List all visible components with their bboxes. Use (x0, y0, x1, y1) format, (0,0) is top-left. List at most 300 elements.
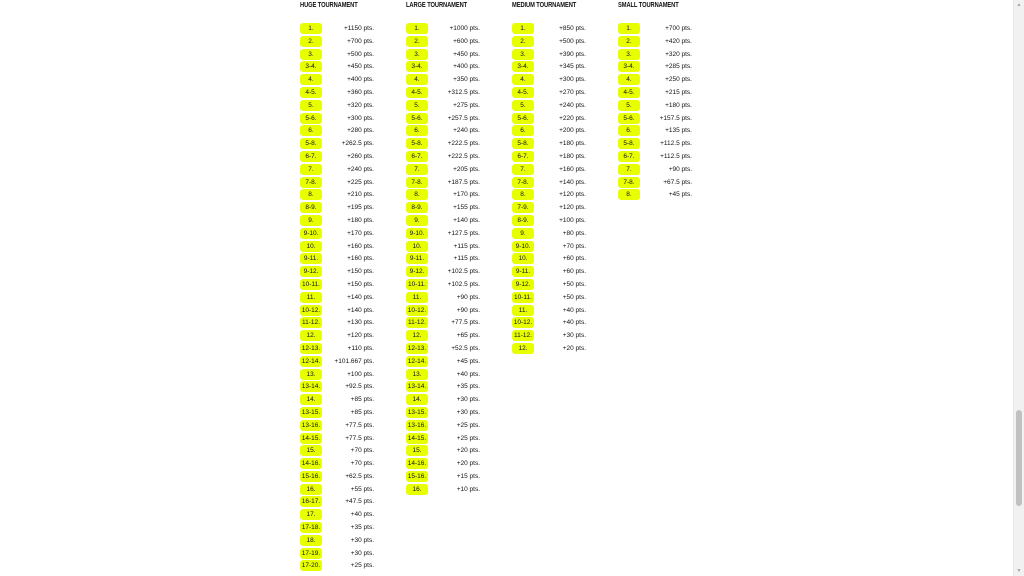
place-badge: 6. (512, 125, 534, 136)
table-row (406, 177, 482, 190)
points-value: +700 pts. (665, 25, 692, 32)
table-row (406, 138, 482, 151)
place-badge: 3. (512, 49, 534, 60)
place-badge: 7. (618, 164, 640, 175)
place-badge: 5. (406, 100, 428, 111)
points-value: +180 pts. (347, 216, 374, 224)
table-row (300, 279, 376, 292)
points-value: +90 pts. (668, 165, 692, 173)
place-badge: 7. (512, 164, 534, 175)
place-badge: 7. (406, 164, 428, 175)
points-value: +25 pts. (456, 421, 480, 429)
place-badge: 13-15. (407, 408, 427, 416)
table-row (618, 125, 694, 138)
points-value: +70 pts. (350, 460, 374, 468)
points-value: +50 pts. (562, 293, 586, 301)
place-badge: 8. (618, 189, 640, 200)
table-row (512, 317, 588, 330)
points-value: +90 pts. (456, 306, 480, 314)
place-badge: 15. (406, 445, 428, 456)
place-badge: 11-12. (406, 317, 428, 328)
table-row (512, 215, 588, 228)
points-value: +60 pts. (562, 255, 586, 263)
place-badge: 8. (300, 189, 322, 200)
points-value: +140 pts. (347, 293, 374, 301)
place-badge: 6. (406, 125, 428, 136)
place-badge: 3-4. (406, 61, 428, 72)
points-value: +270 pts. (559, 88, 586, 96)
table-row (300, 189, 376, 202)
points-value: +205 pts. (453, 165, 480, 173)
place-badge: 7-8. (512, 177, 534, 188)
place-badge: 7. (300, 164, 322, 175)
table-row (406, 394, 482, 407)
table-row (406, 279, 482, 292)
table-row (406, 420, 482, 433)
place-badge: 17-19. (301, 549, 321, 557)
table-row (406, 151, 482, 164)
points-value: +30 pts. (456, 408, 480, 416)
table-row (406, 100, 482, 113)
place-badge: 6-7. (300, 151, 322, 162)
place-badge: 10-12. (407, 306, 427, 314)
table-row (406, 87, 482, 100)
scrollbar-thumb[interactable] (1016, 410, 1022, 506)
points-value: +120 pts. (347, 332, 374, 340)
table-row (512, 61, 588, 74)
place-badge: 2. (618, 36, 640, 47)
place-badge: 10-12. (513, 319, 533, 327)
table-row (300, 49, 376, 62)
points-value: +180 pts. (665, 101, 692, 109)
points-value: +110 pts. (347, 344, 374, 352)
table-row (618, 49, 694, 62)
place-badge: 9-12. (300, 266, 322, 277)
table-row (618, 87, 694, 100)
table-row (300, 535, 376, 548)
table-row (512, 330, 588, 343)
table-row (618, 138, 694, 151)
table-row (300, 23, 376, 36)
points-value: +127.5 pts. (447, 229, 480, 237)
place-badge: 16. (300, 484, 322, 495)
table-row (406, 23, 482, 36)
points-value: +187.5 pts. (447, 178, 480, 186)
vertical-scrollbar[interactable] (1013, 0, 1024, 576)
place-badge: 12-14. (301, 357, 321, 365)
place-badge: 13. (300, 369, 322, 380)
place-badge: 13. (406, 369, 428, 380)
table-row (618, 23, 694, 36)
points-value: +90 pts. (456, 293, 480, 301)
place-badge: 5. (300, 100, 322, 111)
points-value: +130 pts. (347, 319, 374, 327)
table-row (300, 317, 376, 330)
table-row (300, 433, 376, 446)
table-row (300, 241, 376, 254)
table-row (300, 100, 376, 113)
place-badge: 14. (300, 394, 322, 405)
points-value: +390 pts. (559, 50, 586, 58)
table-row (300, 522, 376, 535)
table-row (300, 87, 376, 100)
place-badge: 13-14. (407, 383, 427, 391)
table-row (512, 253, 588, 266)
table-row (300, 61, 376, 74)
points-value: +285 pts. (665, 63, 692, 71)
points-value: +20 pts. (456, 447, 480, 455)
points-value: +262.5 pts. (341, 140, 374, 148)
points-list (512, 23, 588, 356)
points-value: +120 pts. (559, 191, 586, 199)
points-value: +20 pts. (456, 460, 480, 468)
table-row (406, 202, 482, 215)
points-value: +195 pts. (347, 204, 374, 212)
table-row (300, 484, 376, 497)
place-badge: 15. (300, 445, 322, 456)
points-value: +225 pts. (347, 178, 374, 186)
points-value: +222.5 pts. (447, 140, 480, 148)
points-value: +10 pts. (456, 485, 480, 493)
column-title: MEDIUM TOURNAMENT (512, 2, 577, 9)
place-badge: 4. (512, 74, 534, 85)
table-row (300, 164, 376, 177)
table-row (512, 74, 588, 87)
place-badge: 13-14. (301, 383, 321, 391)
table-row (300, 407, 376, 420)
place-badge: 12. (300, 330, 322, 341)
table-row (512, 292, 588, 305)
table-row (512, 36, 588, 49)
place-badge: 4-5. (300, 87, 322, 98)
table-row (618, 100, 694, 113)
place-badge: 18. (300, 535, 322, 546)
place-badge: 9-11. (512, 266, 534, 277)
place-badge: 8-9. (512, 215, 534, 226)
place-badge: 3. (406, 49, 428, 60)
points-value: +102.5 pts. (447, 268, 480, 276)
points-value: +350 pts. (453, 76, 480, 84)
points-value: +500 pts. (559, 37, 586, 45)
scroll-down-icon[interactable]: ▼ (1016, 568, 1022, 574)
table-row (406, 343, 482, 356)
points-value: +180 pts. (559, 152, 586, 160)
points-value: +80 pts. (562, 229, 586, 237)
points-value: +101.667 pts. (334, 357, 374, 365)
table-row (512, 125, 588, 138)
place-badge: 14. (406, 394, 428, 405)
place-badge: 9-10. (512, 241, 534, 252)
place-badge: 5-6. (406, 113, 428, 124)
table-row (406, 189, 482, 202)
table-row (406, 292, 482, 305)
table-row (300, 394, 376, 407)
place-badge: 9-12. (406, 266, 428, 277)
place-badge: 9. (406, 215, 428, 226)
points-value: +160 pts. (559, 165, 586, 173)
points-value: +40 pts. (350, 511, 374, 519)
place-badge: 14-15. (301, 434, 321, 442)
points-value: +85 pts. (350, 408, 374, 416)
points-value: +450 pts. (453, 50, 480, 58)
points-value: +30 pts. (350, 536, 374, 544)
place-badge: 9. (512, 228, 534, 239)
points-list (406, 23, 482, 496)
table-row (512, 266, 588, 279)
table-row (406, 484, 482, 497)
points-value: +240 pts. (453, 127, 480, 135)
place-badge: 3. (300, 49, 322, 60)
place-badge: 7-8. (406, 177, 428, 188)
points-value: +92.5 pts. (345, 383, 374, 391)
points-value: +120 pts. (559, 204, 586, 212)
table-row (406, 74, 482, 87)
table-row (300, 420, 376, 433)
place-badge: 2. (300, 36, 322, 47)
points-value: +275 pts. (453, 101, 480, 109)
table-row (300, 74, 376, 87)
table-row (406, 305, 482, 318)
table-row (300, 356, 376, 369)
place-badge: 4-5. (406, 87, 428, 98)
place-badge: 2. (406, 36, 428, 47)
table-row (300, 343, 376, 356)
points-value: +250 pts. (665, 76, 692, 84)
place-badge: 8-9. (406, 202, 428, 213)
points-value: +360 pts. (347, 88, 374, 96)
points-value: +52.5 pts. (451, 344, 480, 352)
place-badge: 13-15. (301, 408, 321, 416)
table-row (512, 343, 588, 356)
points-value: +420 pts. (665, 37, 692, 45)
table-row (512, 100, 588, 113)
place-badge: 5-8. (300, 138, 322, 149)
table-row (300, 266, 376, 279)
table-row (300, 305, 376, 318)
points-value: +155 pts. (453, 204, 480, 212)
points-value: +320 pts. (347, 101, 374, 109)
place-badge: 4-5. (512, 87, 534, 98)
place-badge: 12-14. (407, 357, 427, 365)
table-row (406, 61, 482, 74)
table-row (406, 330, 482, 343)
table-row (512, 113, 588, 126)
table-row (618, 61, 694, 74)
points-value: +140 pts. (347, 306, 374, 314)
points-value: +700 pts. (347, 37, 374, 45)
table-row (300, 458, 376, 471)
points-value: +100 pts. (347, 370, 374, 378)
table-row (406, 407, 482, 420)
table-row (406, 369, 482, 382)
points-list (618, 23, 694, 202)
table-row (406, 125, 482, 138)
scroll-up-icon[interactable]: ▲ (1016, 2, 1022, 8)
place-badge: 9-12. (512, 279, 534, 290)
points-value: +157.5 pts. (659, 114, 692, 122)
points-value: +200 pts. (559, 127, 586, 135)
table-row (406, 471, 482, 484)
place-badge: 7-9. (512, 202, 534, 213)
table-row (512, 138, 588, 151)
table-row (618, 36, 694, 49)
table-row (618, 113, 694, 126)
points-value: +35 pts. (350, 524, 374, 532)
place-badge: 2. (512, 36, 534, 47)
table-row (618, 164, 694, 177)
table-row (300, 253, 376, 266)
table-row (406, 113, 482, 126)
points-value: +62.5 pts. (345, 472, 374, 480)
points-value: +280 pts. (347, 127, 374, 135)
place-badge: 8. (512, 189, 534, 200)
table-row (406, 433, 482, 446)
points-value: +257.5 pts. (447, 114, 480, 122)
place-badge: 10. (406, 241, 428, 252)
place-badge: 12-13. (407, 344, 427, 352)
place-badge: 9-10. (300, 228, 322, 239)
table-row (512, 305, 588, 318)
table-row (512, 87, 588, 100)
points-value: +47.5 pts. (345, 498, 374, 506)
table-row (406, 253, 482, 266)
points-value: +30 pts. (456, 396, 480, 404)
table-row (618, 177, 694, 190)
place-badge: 6. (300, 125, 322, 136)
table-row (300, 151, 376, 164)
points-value: +77.5 pts. (345, 434, 374, 442)
points-value: +70 pts. (562, 242, 586, 250)
place-badge: 10-12. (301, 306, 321, 314)
place-badge: 4-5. (618, 87, 640, 98)
points-value: +70 pts. (350, 447, 374, 455)
place-badge: 16. (406, 484, 428, 495)
place-badge: 1. (512, 23, 534, 34)
points-value: +112.5 pts. (660, 140, 692, 148)
column-title: SMALL TOURNAMENT (618, 2, 679, 9)
points-value: +112.5 pts. (660, 152, 692, 160)
points-value: +240 pts. (347, 165, 374, 173)
points-value: +25 pts. (456, 434, 480, 442)
table-row (300, 177, 376, 190)
points-value: +220 pts. (559, 114, 586, 122)
table-row (406, 49, 482, 62)
points-value: +345 pts. (559, 63, 586, 71)
points-value: +300 pts. (347, 114, 374, 122)
table-row (406, 266, 482, 279)
points-value: +312.5 pts. (447, 88, 480, 96)
place-badge: 3-4. (512, 61, 534, 72)
table-row (618, 74, 694, 87)
place-badge: 10-11. (300, 279, 322, 290)
place-badge: 6. (618, 125, 640, 136)
place-badge: 8-9. (300, 202, 322, 213)
place-badge: 10-11. (406, 279, 428, 290)
table-row (512, 23, 588, 36)
table-row (618, 151, 694, 164)
place-badge: 17-20. (301, 562, 321, 570)
place-badge: 7-8. (300, 177, 322, 188)
points-value: +115 pts. (453, 242, 480, 250)
points-value: +400 pts. (347, 76, 374, 84)
table-row (300, 113, 376, 126)
place-badge: 11. (300, 292, 322, 303)
place-badge: 10. (300, 241, 322, 252)
points-value: +210 pts. (347, 191, 374, 199)
table-row (512, 241, 588, 254)
table-row (512, 164, 588, 177)
points-value: +500 pts. (347, 50, 374, 58)
place-badge: 3-4. (618, 61, 640, 72)
place-badge: 11-12. (300, 317, 322, 328)
points-value: +100 pts. (559, 216, 586, 224)
table-row (300, 138, 376, 151)
points-value: +160 pts. (347, 255, 374, 263)
place-badge: 6-7. (512, 151, 534, 162)
points-value: +140 pts. (559, 178, 586, 186)
column-title: HUGE TOURNAMENT (300, 2, 358, 9)
table-row (300, 202, 376, 215)
points-value: +600 pts. (453, 37, 480, 45)
place-badge: 14-16. (407, 460, 427, 468)
place-badge: 1. (300, 23, 322, 34)
place-badge: 10-11. (512, 292, 534, 303)
points-value: +160 pts. (347, 242, 374, 250)
place-badge: 12-13. (301, 344, 321, 352)
points-value: +1000 pts. (449, 25, 480, 32)
points-value: +45 pts. (456, 357, 480, 365)
place-badge: 5-6. (512, 113, 534, 124)
table-row (512, 228, 588, 241)
table-row (406, 36, 482, 49)
points-value: +77.5 pts. (451, 319, 480, 327)
points-value: +85 pts. (350, 396, 374, 404)
place-badge: 4. (300, 74, 322, 85)
table-row (300, 560, 376, 573)
place-badge: 17. (300, 509, 322, 520)
table-row (300, 471, 376, 484)
points-value: +77.5 pts. (345, 421, 374, 429)
points-value: +30 pts. (562, 332, 586, 340)
place-badge: 9. (300, 215, 322, 226)
table-row (300, 330, 376, 343)
place-badge: 12. (406, 330, 428, 341)
table-row (300, 509, 376, 522)
place-badge: 14-15. (407, 434, 427, 442)
points-value: +65 pts. (456, 332, 480, 340)
table-row (300, 445, 376, 458)
table-row (512, 49, 588, 62)
points-value: +25 pts. (350, 562, 374, 570)
table-row (512, 151, 588, 164)
table-row (406, 317, 482, 330)
points-value: +50 pts. (562, 280, 586, 288)
place-badge: 6-7. (618, 151, 640, 162)
place-badge: 1. (406, 23, 428, 34)
table-row (406, 458, 482, 471)
points-value: +222.5 pts. (447, 152, 480, 160)
place-badge: 8. (406, 189, 428, 200)
place-badge: 16-17. (301, 498, 321, 506)
points-value: +40 pts. (456, 370, 480, 378)
points-value: +35 pts. (456, 383, 480, 391)
place-badge: 5. (618, 100, 640, 111)
points-value: +400 pts. (453, 63, 480, 71)
table-row (512, 177, 588, 190)
table-row (406, 164, 482, 177)
table-row (300, 125, 376, 138)
points-value: +55 pts. (350, 485, 374, 493)
